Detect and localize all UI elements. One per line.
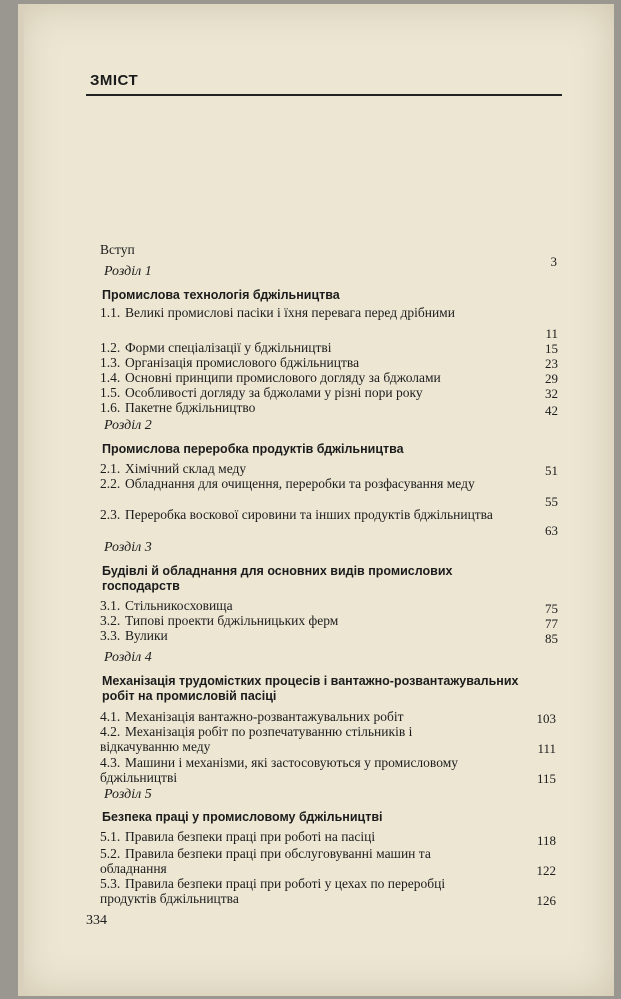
toc-entry: 4.3. Машини і механізми, які застосовуються у промисловому бджільництві [100, 755, 458, 785]
toc-page: 11 [545, 326, 558, 341]
section-heading: Безпека праці у промисловому бджільництві [102, 810, 383, 824]
toc-page: 63 [545, 523, 558, 538]
page-number: 334 [86, 913, 107, 928]
toc-entry: 2.3. Переробка воскової сировини та інших продуктів бджільництва [100, 507, 493, 522]
toc-page: 126 [536, 893, 556, 908]
section-heading: Промислова технологія бджільництва [102, 288, 340, 302]
section-label: Розділ 3 [104, 540, 152, 555]
toc-entry: 5.1. Правила безпеки праці при роботі на пасіці [100, 829, 376, 844]
section-label: Розділ 2 [104, 418, 152, 433]
toc-page: 32 [545, 386, 558, 401]
toc-entry: 2.2. Обладнання для очищення, переробки та розфасування меду [100, 476, 475, 491]
toc-page: 23 [545, 356, 558, 371]
intro-page: 3 [550, 254, 557, 269]
section-label: Розділ 1 [104, 264, 152, 279]
toc-entry: 1.5. Особливості догляду за бджолами у різні пори року [100, 385, 423, 400]
toc-page: 111 [537, 741, 556, 756]
toc-entry: 3.3. Вулики [100, 628, 168, 643]
toc-page: 77 [545, 616, 558, 631]
toc-entry: 1.1. Великі промислові пасіки і їхня перевага перед дрібними [100, 305, 455, 320]
toc-page: 75 [545, 601, 558, 616]
toc-page: 122 [536, 863, 556, 878]
toc-entry: 1.3. Організація промислового бджільництва [100, 355, 360, 370]
toc-page: 51 [545, 463, 558, 478]
toc-entry: 1.4. Основні принципи промислового догляду за бджолами [100, 370, 441, 385]
toc-entry: 5.3. Правила безпеки праці при роботі у цехах по переробці продуктів бджільництва [100, 876, 446, 906]
section-label: Розділ 4 [104, 650, 152, 665]
section-heading: Будівлі й обладнання для основних видів промислових господарств [102, 564, 453, 593]
toc-entry: 1.2. Форми спеціалізації у бджільництві [100, 340, 332, 355]
toc-page: 55 [545, 494, 558, 509]
toc-page: 118 [536, 833, 556, 848]
toc-page: 115 [536, 771, 556, 786]
toc-page: 29 [545, 371, 558, 386]
toc-entry: 3.1. Стільникосховища [100, 598, 233, 613]
section-heading: Промислова переробка продуктів бджільництва [102, 442, 404, 456]
toc-page: 85 [545, 631, 558, 646]
section-heading: Механізація трудомістких процесів і вантажно-розвантажувальних робіт на промисловій пасіці [102, 674, 519, 703]
page-title: ЗМІСТ [90, 72, 139, 89]
toc-entry: 3.2. Типові проекти бджільницьких ферм [100, 613, 339, 628]
toc-entry: 5.2. Правила безпеки праці при обслуговуванні машин та обладнання [100, 846, 431, 876]
toc-entry: 4.1. Механізація вантажно-розвантажувальних робіт [100, 709, 404, 724]
intro-label: Вступ [100, 242, 135, 257]
toc-page: 103 [536, 711, 556, 726]
toc-entry: 2.1. Хімічний склад меду [100, 461, 247, 476]
toc-entry: 4.2. Механізація робіт по розпечатуванню стільників і відкачуванню меду [100, 724, 413, 754]
toc-page: 42 [545, 403, 558, 418]
toc-page: 15 [545, 341, 558, 356]
toc-entry: 1.6. Пакетне бджільництво [100, 400, 256, 415]
section-label: Розділ 5 [104, 787, 152, 802]
